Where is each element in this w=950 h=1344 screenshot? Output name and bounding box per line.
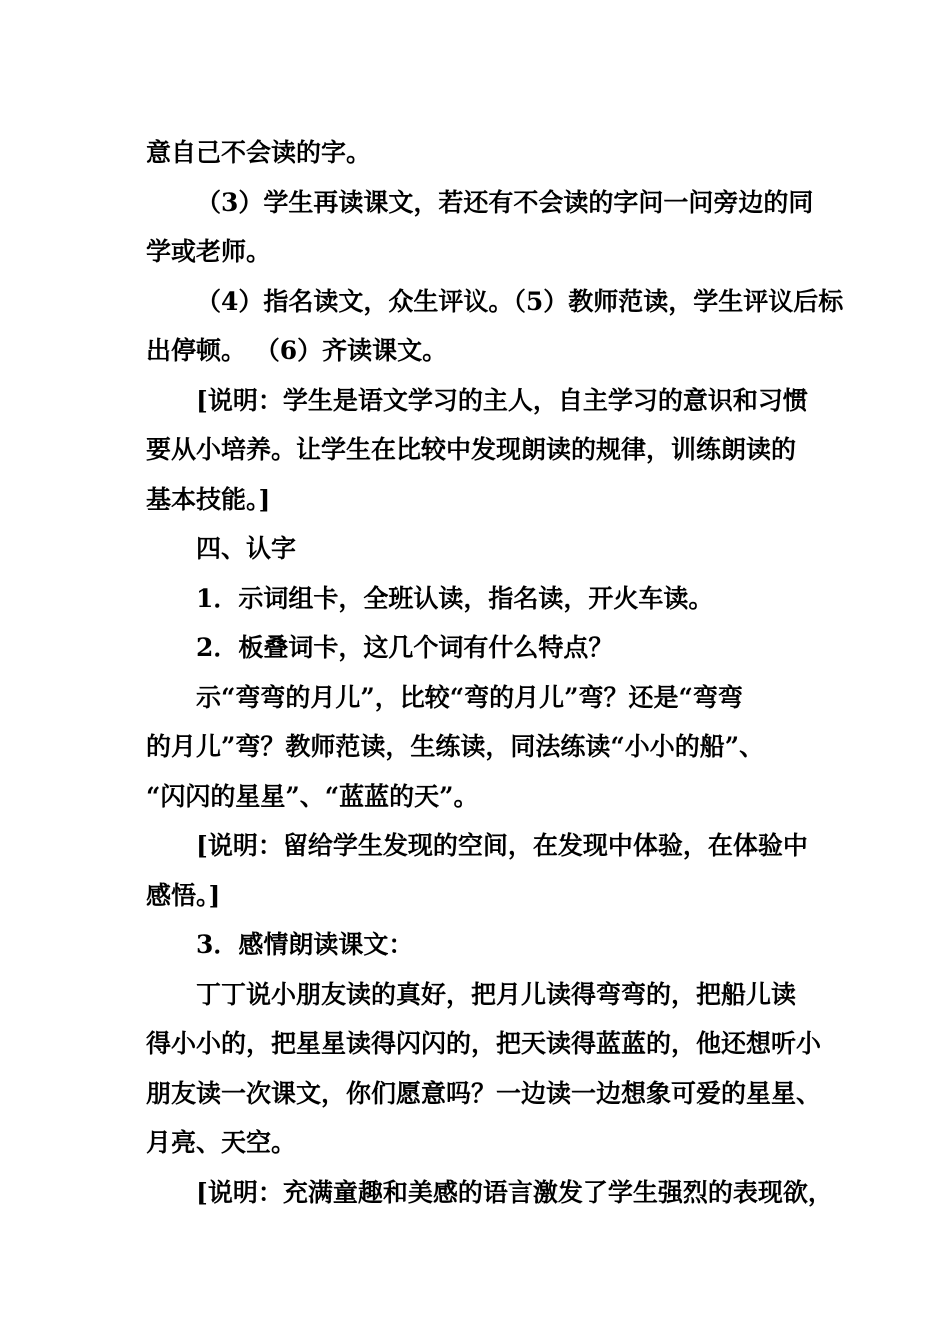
text-line: [说明：学生是语文学习的主人，自主学习的意识和习惯	[196, 385, 808, 415]
text-line: 2．板叠词卡，这几个词有什么特点？	[196, 633, 614, 662]
text-line: 得小小的，把星星读得闪闪的，把天读得蓝蓝的，他还想听小	[146, 1029, 822, 1058]
text-line: 出停顿。 （6）齐读课文。	[146, 336, 448, 365]
section-heading: 四、认字	[196, 534, 297, 563]
text-line: 意自己不会读的字。	[146, 138, 372, 167]
text-line: 要从小培养。让学生在比较中发现朗读的规律，训练朗读的	[146, 435, 797, 464]
text-line: 3．感情朗读课文：	[196, 930, 414, 959]
text-line: 丁丁说小朋友读的真好，把月儿读得弯弯的，把船儿读	[196, 979, 797, 1009]
text-line: 朋友读一次课文，你们愿意吗？一边读一边想象可爱的星星、	[146, 1078, 822, 1108]
text-line: 学或老师。	[146, 237, 272, 266]
text-line: （3）学生再读课文，若还有不会读的字问一问旁边的同	[196, 187, 814, 217]
text-line: [说明：充满童趣和美感的语言激发了学生强烈的表现欲，	[196, 1177, 833, 1207]
text-line: “闪闪的星星”、“蓝蓝的天”。	[146, 781, 479, 811]
document-body	[146, 128, 844, 1217]
text-line: 的月儿”弯？教师范读，生练读，同法练读“小小的船”、	[146, 732, 765, 761]
text-line: 基本技能。]	[146, 484, 271, 514]
text-line: 感悟。]	[146, 880, 221, 910]
text-line: （4）指名读文，众生评议。（5）教师范读，学生评议后标	[196, 286, 844, 316]
text-line: 1．示词组卡，全班认读，指名读，开火车读。	[196, 583, 714, 613]
text-line: [说明：留给学生发现的空间，在发现中体验，在体验中	[196, 831, 808, 860]
text-line: 示“弯弯的月儿”，比较“弯的月儿”弯？还是“弯弯	[196, 682, 743, 712]
text-line: 月亮、天空。	[146, 1128, 297, 1157]
